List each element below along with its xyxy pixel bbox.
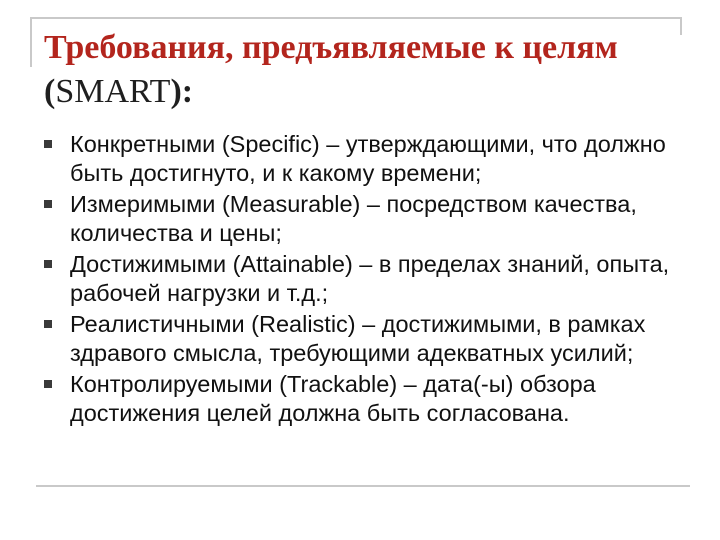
frame-top-line [30, 17, 680, 19]
slide-title [44, 26, 704, 114]
bullet-text: Измеримыми (Measurable) – посредством качества, количества и цены; [70, 191, 637, 246]
slide-title-paren-open: ( [44, 73, 56, 110]
square-bullet-icon [44, 320, 52, 328]
slide-title-paren-close: ): [170, 73, 194, 110]
bullet-item-measurable [44, 190, 684, 248]
bullet-item-trackable [44, 370, 684, 428]
square-bullet-icon [44, 380, 52, 388]
frame-bottom-line [36, 485, 690, 487]
slide-title-main: Требования, предъявляемые к целям [44, 29, 618, 66]
bullet-list [44, 130, 684, 430]
bullet-item-attainable [44, 250, 684, 308]
bullet-item-specific [44, 130, 684, 188]
bullet-text: Реалистичными (Realistic) – достижимыми, в рамках здравого смысла, требующими адекватных усилий; [70, 311, 646, 366]
square-bullet-icon [44, 140, 52, 148]
bullet-item-realistic [44, 310, 684, 368]
bullet-text: Контролируемыми (Trackable) – дата(-ы) обзора достижения целей должна быть согласована. [70, 371, 596, 426]
square-bullet-icon [44, 200, 52, 208]
square-bullet-icon [44, 260, 52, 268]
bullet-text: Достижимыми (Attainable) – в пределах знаний, опыта, рабочей нагрузки и т.д.; [70, 251, 670, 306]
slide-title-smart: SMART [55, 73, 171, 110]
bullet-text: Конкретными (Specific) – утверждающими, что должно быть достигнуто, и к какому времени; [70, 131, 666, 186]
frame-left-line [30, 17, 32, 67]
